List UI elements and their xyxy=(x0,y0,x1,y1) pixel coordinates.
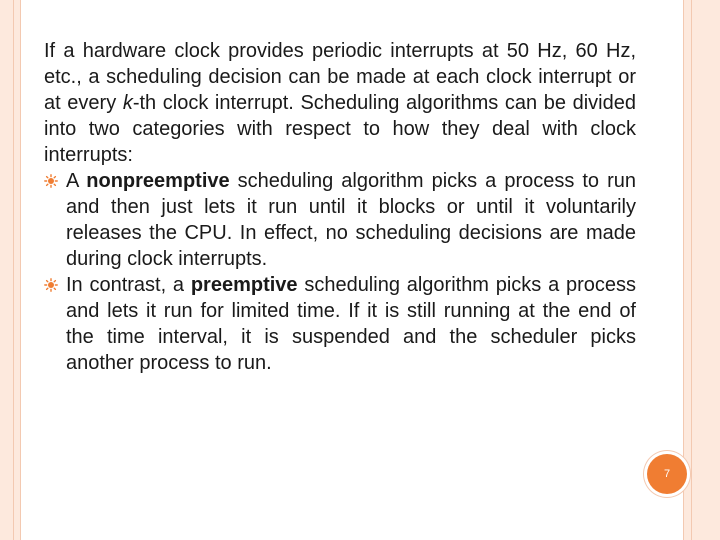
term-preemptive: preemptive xyxy=(190,274,298,296)
page-number-badge: 7 xyxy=(647,454,687,494)
sun-bullet-icon xyxy=(44,174,58,188)
term-nonpreemptive: nonpreemptive xyxy=(86,170,230,192)
sun-bullet-icon xyxy=(44,278,58,292)
frame-right-line xyxy=(691,0,692,540)
bullet-item-nonpreemptive xyxy=(44,168,636,272)
slide-body xyxy=(44,38,636,376)
intro-text-start: If a hardware clock provides periodic interrupts at 50 Hz, 60 Hz, etc., a scheduling decision can be made at each clock interrupt or at every xyxy=(44,40,636,114)
intro-k: k xyxy=(122,92,133,114)
bullet-lead: In contrast, a xyxy=(66,274,191,296)
bullet-list xyxy=(44,168,636,376)
intro-paragraph xyxy=(44,38,636,168)
bullet-text: scheduling algorithm picks a process and lets it run for limited time. If it is still running at the end of the time interval, it is suspended and the scheduler picks another process to run. xyxy=(66,274,637,374)
bullet-item-preemptive xyxy=(44,272,636,376)
frame-left-line xyxy=(13,0,14,540)
bullet-lead: A xyxy=(66,170,87,192)
bullet-text: scheduling algorithm picks a process to run and then just lets it run until it blocks or until it voluntarily releases the CPU. In effect, no scheduling decisions are made during clock interrupts. xyxy=(66,170,636,270)
intro-text-end: -th clock interrupt. Scheduling algorithms can be divided into two categories with respect to how they deal with clock interrupts: xyxy=(44,92,636,166)
